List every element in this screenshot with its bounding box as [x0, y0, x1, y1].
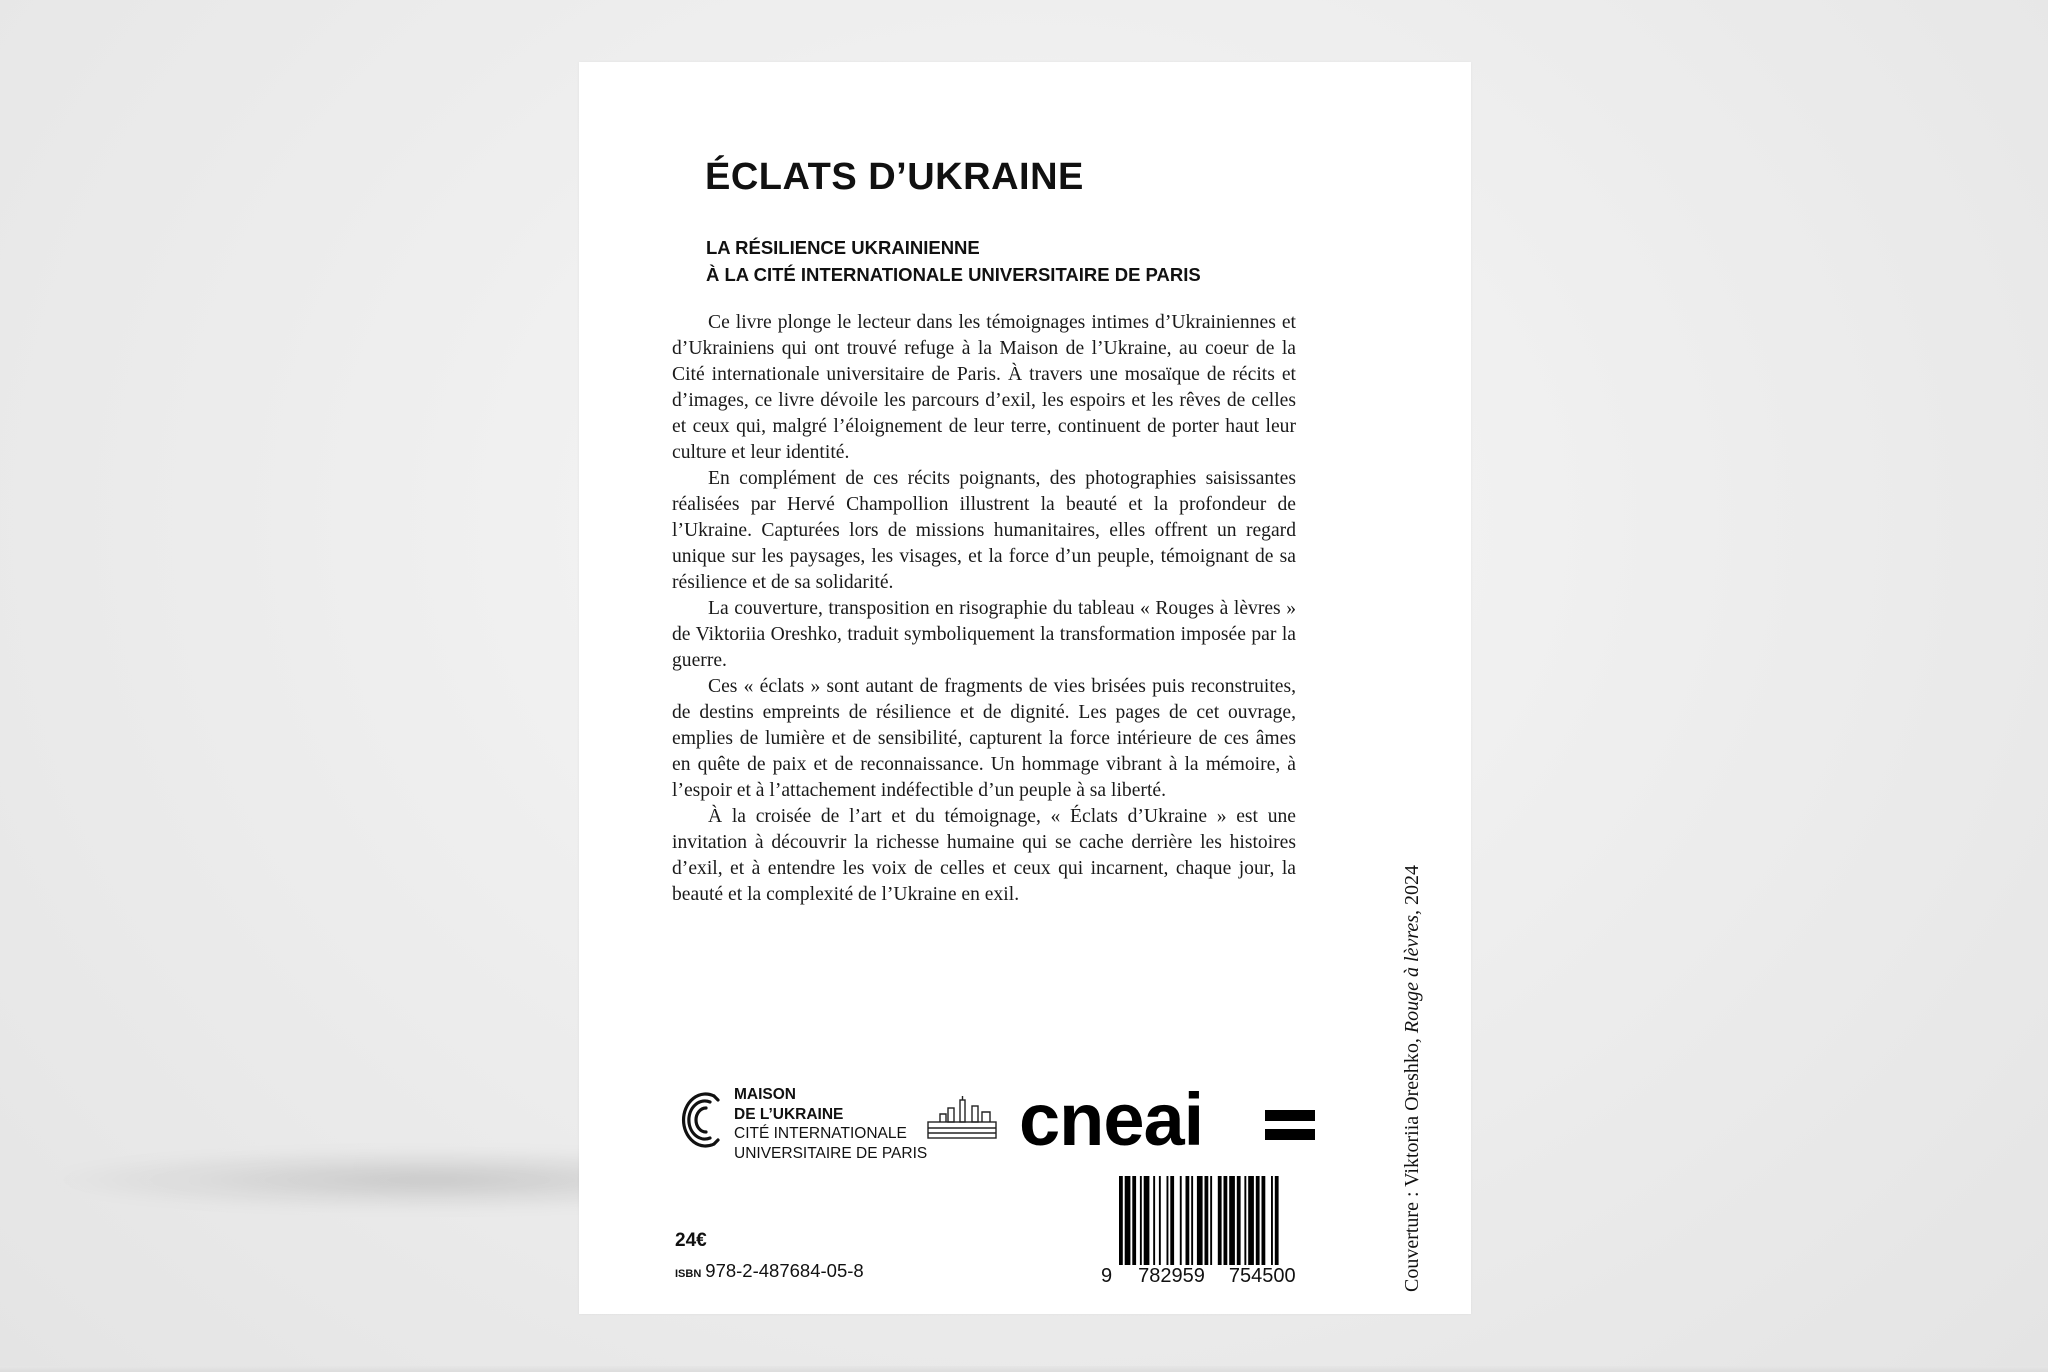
isbn-label: ISBN — [675, 1268, 702, 1280]
maison-name — [734, 1085, 843, 1125]
credit-title: Rouge à lèvres — [1401, 914, 1423, 1034]
table-surface — [0, 1366, 2048, 1372]
subtitle-line-1: LA RÉSILIENCE UKRAINIENNE — [706, 237, 980, 258]
maison-line-2: DE L’UKRAINE — [734, 1106, 844, 1123]
price: 24€ — [675, 1230, 707, 1251]
book-subtitle — [706, 234, 1201, 288]
cite-line-2: UNIVERSITAIRE DE PARIS — [734, 1145, 928, 1162]
blurb-paragraph: La couverture, transposition en risographie du tableau « Rouges à lèvres » de Viktoriia Oreshko, traduit symboliquement la transformation imposée par la guerre. — [672, 598, 1296, 671]
blurb-paragraph: Ces « éclats » sont autant de fragments de vies brisées puis reconstruites, de destins empreints de résilience et de dignité. Les pages de cet ouvrage, emplies de lumière et de sensibilité, capturent la force intérieure de ces âmes en quête de paix et de reconnaissance. Un hommage vibrant à la mémoire, à l’espoir et à l’attachement indéfectible d’un peuple à sa liberté. — [672, 676, 1296, 801]
book-back-cover — [579, 62, 1471, 1314]
isbn-number: 978-2-487684-05-8 — [705, 1260, 864, 1281]
isbn — [675, 1260, 864, 1282]
cite-line-1: CITÉ INTERNATIONALE — [734, 1125, 907, 1142]
credit-prefix: Couverture : Viktoriia Oreshko, — [1401, 1033, 1423, 1292]
book-shadow — [60, 1150, 590, 1210]
barcode-digit-group: 782959 — [1138, 1265, 1205, 1287]
blurb-paragraph: Ce livre plonge le lecteur dans les témoignages intimes d’Ukrainiennes et d’Ukrainiens qui ont trouvé refuge à la Maison de l’Ukraine, au coeur de la Cité internationale universitaire de Paris. À travers une mosaïque de récits et d’images, ce livre dévoile les parcours d’exil, les espoirs et les rêves de celles et ceux qui, malgré l’éloignement de leur terre, continuent de porter haut leur culture et leur identité. — [672, 312, 1296, 463]
maison-ukraine-logo-icon — [674, 1084, 724, 1156]
maison-line-1: MAISON — [734, 1086, 796, 1103]
subtitle-line-2: À LA CITÉ INTERNATIONALE UNIVERSITAIRE DE PARIS — [706, 264, 1201, 285]
blurb-paragraph: En complément de ces récits poignants, des photographies saisissantes réalisées par Hervé Champollion illustrent la beauté et la profondeur de l’Ukraine. Capturées lors de missions humanitaires, elles offrent un regard unique sur les paysages, les visages, et la force d’un peuple, témoignant de sa résilience et de sa solidarité. — [672, 468, 1296, 593]
blurb-paragraph: À la croisée de l’art et du témoignage, « Éclats d’Ukraine » est une invitation à découvrir la richesse humaine qui se cache derrière les histoires d’exil, et à entendre les voix de celles et ceux qui incarnent, chaque jour, la beauté et la complexité de l’Ukraine en exil. — [672, 806, 1296, 905]
cite-name — [734, 1124, 927, 1164]
cover-credit — [1401, 865, 1424, 1292]
cneai-equals-icon — [1265, 1110, 1315, 1140]
book-title: ÉCLATS D’UKRAINE — [705, 156, 1084, 198]
cite-building-icon — [926, 1094, 998, 1144]
cneai-logo: cneai — [1019, 1078, 1204, 1161]
barcode-digit-group: 754500 — [1228, 1265, 1296, 1287]
blurb-text — [672, 310, 1296, 908]
credit-suffix: , 2024 — [1401, 864, 1423, 915]
barcode-digit-group: 9 — [1101, 1265, 1113, 1287]
barcode-digits — [1101, 1265, 1296, 1288]
